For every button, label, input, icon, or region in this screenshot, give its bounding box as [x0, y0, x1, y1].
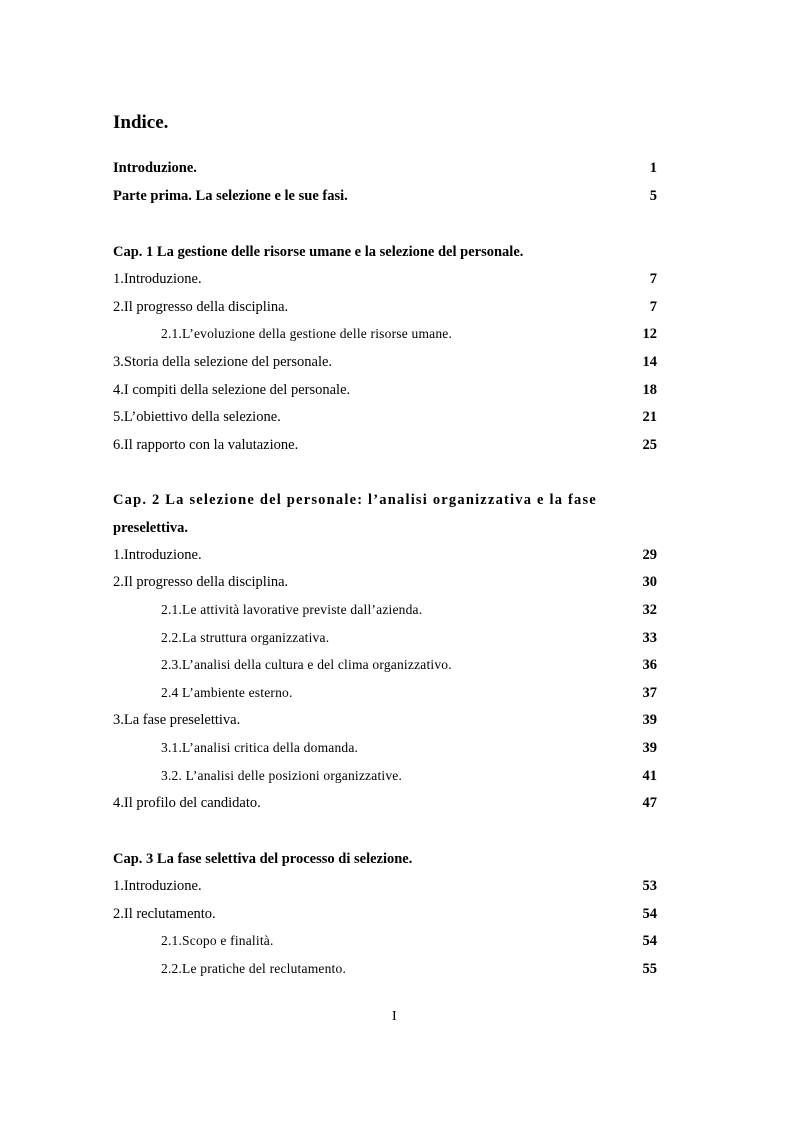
- toc-entry-text: 1.Introduzione.: [113, 271, 202, 287]
- toc-entry: [113, 902, 657, 926]
- toc-entry: [113, 405, 657, 429]
- toc-subentry: [113, 653, 657, 677]
- toc-entry-page: 5: [649, 188, 657, 204]
- toc-entry-page: 18: [642, 382, 657, 398]
- toc-subentry: [113, 764, 657, 788]
- toc-entry-text: 2.2.La struttura organizzativa.: [161, 630, 330, 645]
- chapter-heading: [113, 516, 657, 540]
- toc-entry-text: 2.1.L’evoluzione della gestione delle risorse umane.: [161, 326, 453, 341]
- toc-entry: [113, 708, 657, 732]
- toc-entry: [113, 156, 657, 180]
- toc-entry-text: 4.I compiti della selezione del personale.: [113, 382, 351, 398]
- toc-entry-page: 21: [642, 409, 657, 425]
- toc-entry-page: 32: [642, 602, 657, 618]
- toc-entry-page: 14: [642, 354, 657, 370]
- toc-entry-text: 1.Introduzione.: [113, 878, 202, 894]
- toc-entry-text: 3.La fase preselettiva.: [113, 712, 241, 728]
- toc-subentry: [113, 957, 657, 981]
- toc-entry-page: 55: [642, 961, 657, 977]
- page-number: I: [392, 1009, 397, 1024]
- toc-entry-text: 2.1.Le attività lavorative previste dall’azienda.: [161, 602, 423, 617]
- toc-entry-text: 3.Storia della selezione del personale.: [113, 354, 333, 370]
- toc-entry-text: 2.2.Le pratiche del reclutamento.: [161, 961, 347, 976]
- toc-entry: [113, 543, 657, 567]
- toc-entry-text: 6.Il rapporto con la valutazione.: [113, 437, 299, 453]
- toc-entry: [113, 433, 657, 457]
- toc-entry: [113, 874, 657, 898]
- toc-entry: [113, 378, 657, 402]
- chapter-heading-text: Cap. 3 La fase selettiva del processo di selezione.: [113, 851, 413, 867]
- toc-entry-page: 39: [642, 740, 657, 756]
- toc-entry-text: 2.Il progresso della disciplina.: [113, 299, 289, 315]
- toc-entry-text: 2.4 L’ambiente esterno.: [161, 685, 293, 700]
- toc-entry-page: 1: [649, 160, 657, 176]
- toc-entry-page: 7: [649, 299, 657, 315]
- toc-subentry: [113, 626, 657, 650]
- toc-entry-page: 54: [642, 933, 657, 949]
- chapter-heading-text: Cap. 1 La gestione delle risorse umane e la selezione del personale.: [113, 244, 524, 260]
- toc-subentry: [113, 598, 657, 622]
- toc-entry-text: 4.Il profilo del candidato.: [113, 795, 261, 811]
- toc-entry-text: 3.1.L’analisi critica della domanda.: [161, 740, 359, 755]
- chapter-heading-text: preselettiva.: [113, 520, 189, 536]
- toc-entry-text: 5.L’obiettivo della selezione.: [113, 409, 281, 425]
- toc-subentry: [113, 929, 657, 953]
- toc-entry-page: 36: [642, 657, 657, 673]
- chapter-heading: [113, 240, 657, 264]
- toc-entry-page: 33: [642, 630, 657, 646]
- toc-entry-text: 2.1.Scopo e finalità.: [161, 933, 274, 948]
- toc-entry-text: 2.Il progresso della disciplina.: [113, 574, 289, 590]
- page-title: Indice.: [113, 112, 169, 133]
- toc-entry-text: Parte prima. La selezione e le sue fasi.: [113, 188, 348, 204]
- toc-entry-page: 30: [642, 574, 657, 590]
- toc-entry: [113, 570, 657, 594]
- toc-entry-page: 41: [642, 768, 657, 784]
- toc-entry-page: 29: [642, 547, 657, 563]
- toc-entry: [113, 184, 657, 208]
- toc-entry-page: 25: [642, 437, 657, 453]
- toc-entry-page: 39: [642, 712, 657, 728]
- chapter-heading-text: Cap. 2 La selezione del personale: l’analisi organizzativa e la fase: [113, 492, 597, 508]
- toc-entry-page: 7: [649, 271, 657, 287]
- chapter-heading: [113, 847, 657, 871]
- toc-entry: [113, 350, 657, 374]
- toc-subentry: [113, 736, 657, 760]
- toc-entry-text: Introduzione.: [113, 160, 197, 176]
- chapter-heading: [113, 488, 657, 512]
- toc-subentry: [113, 681, 657, 705]
- toc-entry-page: 53: [642, 878, 657, 894]
- toc-entry: [113, 267, 657, 291]
- toc-entry-page: 47: [642, 795, 657, 811]
- toc-entry-text: 1.Introduzione.: [113, 547, 202, 563]
- toc-entry-page: 12: [642, 326, 657, 342]
- toc-subentry: [113, 322, 657, 346]
- toc-entry-text: 2.3.L’analisi della cultura e del clima organizzativo.: [161, 657, 452, 672]
- toc-entry: [113, 791, 657, 815]
- toc-entry-text: 2.Il reclutamento.: [113, 906, 216, 922]
- toc-entry-page: 37: [642, 685, 657, 701]
- toc-entry: [113, 295, 657, 319]
- toc-entry-page: 54: [642, 906, 657, 922]
- toc-entry-text: 3.2. L’analisi delle posizioni organizzative.: [161, 768, 403, 783]
